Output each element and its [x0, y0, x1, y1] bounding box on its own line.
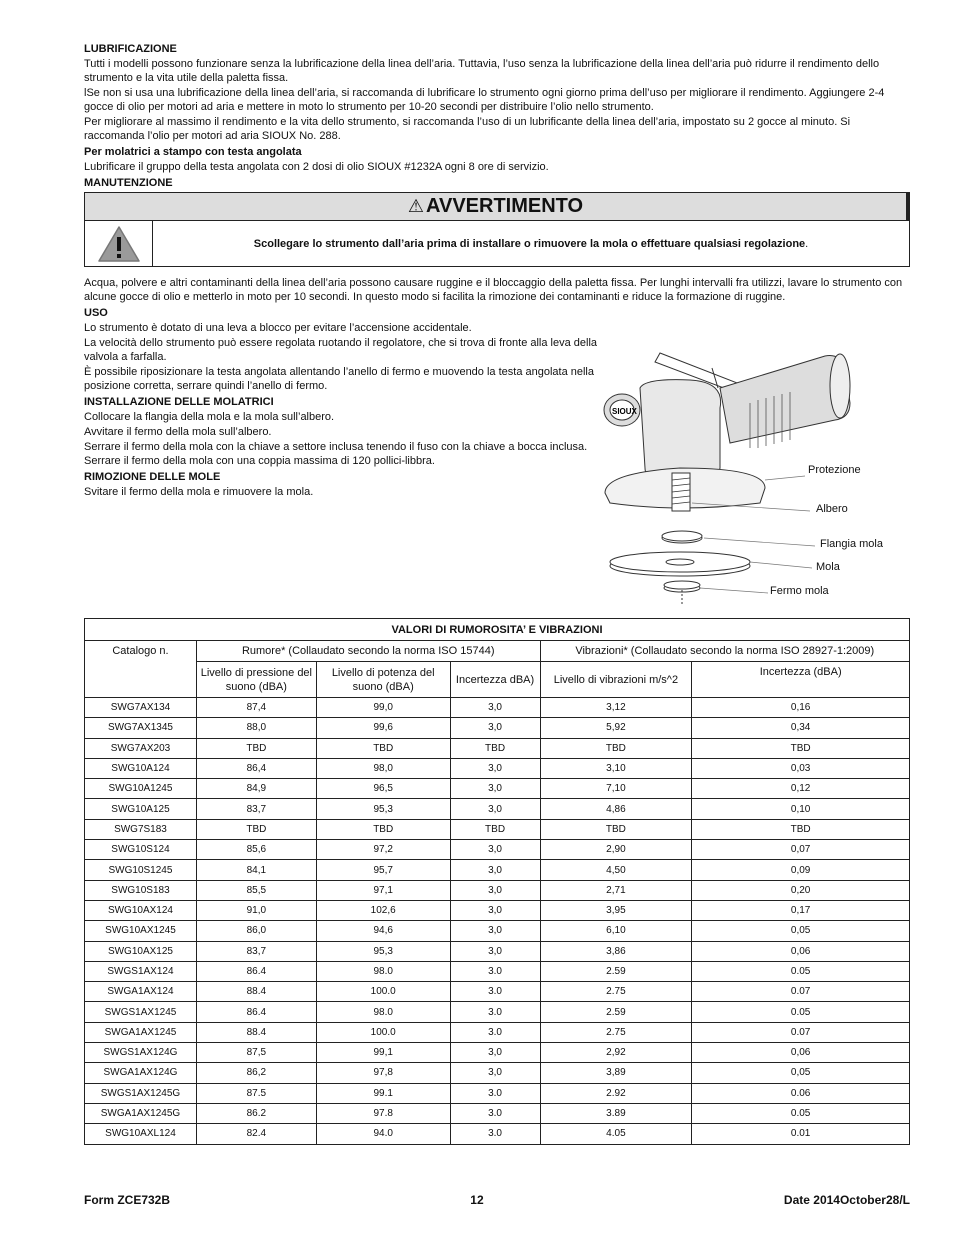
value-cell: 3,0 — [450, 698, 540, 718]
value-cell: 94.0 — [316, 1124, 450, 1144]
value-cell: 95,7 — [316, 860, 450, 880]
value-cell: TBD — [540, 819, 692, 839]
value-cell: TBD — [316, 819, 450, 839]
sub-header: Livello di potenza del suono (dBA) — [316, 662, 450, 698]
section-title-installazione: INSTALLAZIONE DELLE MOLATRICI — [84, 396, 274, 408]
paragraph: Tutti i modelli possono funzionare senza la lubrificazione della linea dell’aria. Tuttavia, l’uso senza la lubrificazione della linea dell’aria può ridurre il rendimento dello strumento e la vita utile della paletta fissa. — [84, 58, 880, 84]
value-cell: 99,1 — [316, 1043, 450, 1063]
form-number: Form ZCE732B — [84, 1193, 171, 1207]
catalog-cell: SWG10A1245 — [85, 779, 197, 799]
value-cell: TBD — [692, 819, 910, 839]
value-cell: 0,06 — [692, 941, 910, 961]
value-cell: 0,20 — [692, 880, 910, 900]
value-cell: TBD — [316, 738, 450, 758]
warning-header — [85, 193, 909, 221]
value-cell: 0,34 — [692, 718, 910, 738]
table-row — [85, 860, 910, 880]
sub-header: Incertezza (dBA) — [692, 662, 910, 698]
value-cell: 82.4 — [196, 1124, 316, 1144]
value-cell: 86,2 — [196, 1063, 316, 1083]
value-cell: 2,71 — [540, 880, 692, 900]
value-cell: TBD — [196, 738, 316, 758]
value-cell: 3.0 — [450, 1103, 540, 1123]
catalog-cell: SWGS1AX124 — [85, 961, 197, 981]
value-cell: 2.59 — [540, 961, 692, 981]
catalog-cell: SWGA1AX1245 — [85, 1022, 197, 1042]
brand-logo-text: SIOUX — [612, 407, 637, 416]
sub-header: Livello di pressione del suono (dBA) — [196, 662, 316, 698]
paragraph: Per migliorare al massimo il rendimento e la vita dello strumento, si raccomanda l’uso di un lubrificante della linea dell’aria, impostato su 2 gocce al minuto. Si raccomanda l’olio per motori ad aria SIOUX No. 288. — [84, 116, 851, 142]
catalog-cell: SWG10AXL124 — [85, 1124, 197, 1144]
table-row — [85, 921, 910, 941]
value-cell: 0.06 — [692, 1083, 910, 1103]
paragraph: È possibile riposizionare la testa angolata allentando l’anello di fermo e muovendo la testa angolata nella posizione corretta, serrare quindi l’anello di fermo. — [84, 366, 594, 392]
table-row — [85, 900, 910, 920]
section-title-manutenzione: MANUTENZIONE — [84, 177, 173, 189]
value-cell: 7,10 — [540, 779, 692, 799]
value-cell: 0,10 — [692, 799, 910, 819]
value-cell: 3,0 — [450, 941, 540, 961]
value-cell: 3,0 — [450, 779, 540, 799]
table-row — [85, 1022, 910, 1042]
value-cell: 99,6 — [316, 718, 450, 738]
table-row — [85, 718, 910, 738]
paragraph: Acqua, polvere e altri contaminanti della linea dell’aria possono causare ruggine e il bloccaggio della paletta fissa. Per lunghi intervalli fra utilizzi, lavare lo strumento con alcune gocce di olio e metterlo in moto per 10 secondi. In questo modo si facilita la rimozione dei contaminanti e riduce la formazione di ruggine. — [84, 277, 903, 303]
warning-triangle-icon — [85, 221, 153, 266]
value-cell: 0,05 — [692, 1063, 910, 1083]
value-cell: 83,7 — [196, 799, 316, 819]
value-cell: TBD — [692, 738, 910, 758]
value-cell: 3,0 — [450, 921, 540, 941]
value-cell: 0.05 — [692, 1002, 910, 1022]
value-cell: 4,86 — [540, 799, 692, 819]
catalog-cell: SWG10S124 — [85, 840, 197, 860]
paragraph: Lo strumento è dotato di una leva a blocco per evitare l’accensione accidentale. — [84, 322, 472, 334]
table-row — [85, 779, 910, 799]
value-cell: TBD — [450, 819, 540, 839]
table-row — [85, 819, 910, 839]
warning-text: Scollegare lo strumento dall’aria prima di installare o rimuovere la mola o effettuare qualsiasi regolazione . — [253, 237, 809, 250]
catalog-cell: SWGA1AX124G — [85, 1063, 197, 1083]
catalog-cell: SWG7AX203 — [85, 738, 197, 758]
value-cell: 3,86 — [540, 941, 692, 961]
footer-date: Date 2014October28/L — [783, 1193, 910, 1207]
value-cell: 3,0 — [450, 880, 540, 900]
value-cell: 0.05 — [692, 1103, 910, 1123]
value-cell: 0.07 — [692, 982, 910, 1002]
value-cell: TBD — [196, 819, 316, 839]
value-cell: 97.8 — [316, 1103, 450, 1123]
value-cell: TBD — [540, 738, 692, 758]
value-cell: 98,0 — [316, 758, 450, 778]
label-protezione: Protezione — [808, 464, 861, 476]
value-cell: 4,50 — [540, 860, 692, 880]
value-cell: 86,4 — [196, 758, 316, 778]
value-cell: 3.0 — [450, 961, 540, 981]
noise-group-header: Rumore* (Collaudato secondo la norma ISO 15744) — [196, 641, 540, 662]
paragraph: lSe non si usa una lubrificazione della linea dell’aria, si raccomanda di lubrificare lo strumento ogni giorno prima dell’uso per migliorare il rendimento. Aggiungere 2-4 gocce di olio per motori ad aria e mettere in moto lo strumento per 10-20 secondi per distribuire l’olio nello strumento. — [84, 87, 885, 113]
section-title-lubrificazione: LUBRIFICAZIONE — [84, 43, 177, 55]
catalog-cell: SWG10AX1245 — [85, 921, 197, 941]
value-cell: 0,16 — [692, 698, 910, 718]
value-cell: 2.75 — [540, 982, 692, 1002]
value-cell: 0,05 — [692, 921, 910, 941]
value-cell: 3,0 — [450, 900, 540, 920]
table-row — [85, 1103, 910, 1123]
catalog-cell: SWG7AX1345 — [85, 718, 197, 738]
catalog-cell: SWG10A124 — [85, 758, 197, 778]
table-row — [85, 1063, 910, 1083]
value-cell: 0,03 — [692, 758, 910, 778]
section-title-rimozione: RIMOZIONE DELLE MOLE — [84, 471, 221, 483]
value-cell: 85,6 — [196, 840, 316, 860]
value-cell: 98.0 — [316, 961, 450, 981]
value-cell: 3,0 — [450, 1063, 540, 1083]
value-cell: 86.2 — [196, 1103, 316, 1123]
value-cell: 0.05 — [692, 961, 910, 981]
label-mola: Mola — [816, 561, 840, 573]
paragraph: Serrare il fermo della mola con la chiave a settore inclusa tenendo il fuso con la chiave a bocca inclusa. Serrare il fermo della mola con una coppia massima di 120 pollici-libbra. — [84, 441, 588, 467]
value-cell: 84,9 — [196, 779, 316, 799]
table-row — [85, 982, 910, 1002]
value-cell: 3,10 — [540, 758, 692, 778]
value-cell: 85,5 — [196, 880, 316, 900]
value-cell: 3,89 — [540, 1063, 692, 1083]
value-cell: 3.89 — [540, 1103, 692, 1123]
catalog-cell: SWG7AX134 — [85, 698, 197, 718]
value-cell: 88.4 — [196, 982, 316, 1002]
value-cell: 100.0 — [316, 1022, 450, 1042]
table-row — [85, 840, 910, 860]
vibration-group-header: Vibrazioni* (Collaudato secondo la norma ISO 28927-1:2009) — [540, 641, 909, 662]
catalog-cell: SWGS1AX1245G — [85, 1083, 197, 1103]
paragraph: Collocare la flangia della mola e la mola sull’albero. — [84, 411, 335, 423]
value-cell: 3,0 — [450, 840, 540, 860]
value-cell: 98.0 — [316, 1002, 450, 1022]
warning-small-icon: ⚠ — [407, 196, 425, 216]
value-cell: TBD — [450, 738, 540, 758]
value-cell: 2.59 — [540, 1002, 692, 1022]
value-cell: 0,07 — [692, 840, 910, 860]
table-row — [85, 1043, 910, 1063]
table-row — [85, 799, 910, 819]
label-fermo-mola: Fermo mola — [770, 585, 829, 597]
catalog-cell: SWGS1AX1245 — [85, 1002, 197, 1022]
value-cell: 84,1 — [196, 860, 316, 880]
value-cell: 95,3 — [316, 941, 450, 961]
catalog-cell: SWG10S183 — [85, 880, 197, 900]
catalog-cell: SWG7S183 — [85, 819, 197, 839]
value-cell: 86.4 — [196, 1002, 316, 1022]
table-row — [85, 1083, 910, 1103]
grinder-illustration — [600, 348, 910, 613]
catalog-cell: SWG10AX125 — [85, 941, 197, 961]
value-cell: 3,0 — [450, 758, 540, 778]
value-cell: 96,5 — [316, 779, 450, 799]
table-title: VALORI DI RUMOROSITA’ E VIBRAZIONI — [85, 619, 910, 641]
value-cell: 0,12 — [692, 779, 910, 799]
table-row — [85, 1124, 910, 1144]
table-row — [85, 961, 910, 981]
value-cell: 3,95 — [540, 900, 692, 920]
value-cell: 3.0 — [450, 1124, 540, 1144]
catalog-cell: SWGS1AX124G — [85, 1043, 197, 1063]
value-cell: 3,0 — [450, 799, 540, 819]
table-row — [85, 698, 910, 718]
value-cell: 100.0 — [316, 982, 450, 1002]
noise-vibration-table — [84, 618, 910, 1145]
value-cell: 3,0 — [450, 718, 540, 738]
label-albero: Albero — [816, 503, 848, 515]
value-cell: 86.4 — [196, 961, 316, 981]
value-cell: 5,92 — [540, 718, 692, 738]
label-flangia-mola: Flangia mola — [820, 538, 883, 550]
value-cell: 4.05 — [540, 1124, 692, 1144]
catalog-cell: SWG10AX124 — [85, 900, 197, 920]
value-cell: 95,3 — [316, 799, 450, 819]
value-cell: 99,0 — [316, 698, 450, 718]
catalog-cell: SWGA1AX1245G — [85, 1103, 197, 1123]
value-cell: 3.0 — [450, 1083, 540, 1103]
value-cell: 2,90 — [540, 840, 692, 860]
catalog-cell: SWGA1AX124 — [85, 982, 197, 1002]
value-cell: 102,6 — [316, 900, 450, 920]
value-cell: 0.07 — [692, 1022, 910, 1042]
value-cell: 2,92 — [540, 1043, 692, 1063]
table-row — [85, 738, 910, 758]
warning-box — [84, 192, 910, 267]
col-catalog-header: Catalogo n. — [85, 641, 197, 698]
paragraph: La velocità dello strumento può essere regolata ruotando il regolatore, che si trova di fronte alla leva della valvola a farfalla. — [84, 337, 598, 363]
value-cell: 88.4 — [196, 1022, 316, 1042]
value-cell: 0,09 — [692, 860, 910, 880]
table-row — [85, 941, 910, 961]
value-cell: 3.0 — [450, 1002, 540, 1022]
page-number: 12 — [470, 1193, 484, 1207]
value-cell: 3.0 — [450, 1022, 540, 1042]
table-body — [85, 698, 910, 1145]
value-cell: 0,17 — [692, 900, 910, 920]
table-row — [85, 880, 910, 900]
catalog-cell: SWG10S1245 — [85, 860, 197, 880]
value-cell: 99.1 — [316, 1083, 450, 1103]
value-cell: 3.0 — [450, 982, 540, 1002]
value-cell: 2.75 — [540, 1022, 692, 1042]
grinder-diagram — [600, 348, 920, 613]
value-cell: 87.5 — [196, 1083, 316, 1103]
value-cell: 86,0 — [196, 921, 316, 941]
table-row — [85, 758, 910, 778]
subsection-title: Per molatrici a stampo con testa angolata — [84, 146, 302, 158]
value-cell: 91,0 — [196, 900, 316, 920]
page-footer — [84, 1193, 910, 1207]
value-cell: 88,0 — [196, 718, 316, 738]
value-cell: 94,6 — [316, 921, 450, 941]
value-cell: 3,12 — [540, 698, 692, 718]
value-cell: 6,10 — [540, 921, 692, 941]
section-title-uso: USO — [84, 307, 108, 319]
value-cell: 2.92 — [540, 1083, 692, 1103]
paragraph: Avvitare il fermo della mola sull’albero. — [84, 426, 272, 438]
table-row — [85, 1002, 910, 1022]
value-cell: 0,06 — [692, 1043, 910, 1063]
sub-header: Incertezza dBA) — [450, 662, 540, 698]
paragraph: Lubrificare il gruppo della testa angolata con 2 dosi di olio SIOUX #1232A ogni 8 ore di servizio. — [84, 161, 549, 173]
sub-header: Livello di vibrazioni m/s^2 — [540, 662, 692, 698]
value-cell: 97,8 — [316, 1063, 450, 1083]
paragraph: Svitare il fermo della mola e rimuovere la mola. — [84, 486, 314, 498]
value-cell: 3,0 — [450, 1043, 540, 1063]
warning-title: AVVERTIMENTO — [426, 195, 584, 217]
value-cell: 0.01 — [692, 1124, 910, 1144]
value-cell: 3,0 — [450, 860, 540, 880]
value-cell: 87,4 — [196, 698, 316, 718]
value-cell: 87,5 — [196, 1043, 316, 1063]
value-cell: 97,2 — [316, 840, 450, 860]
value-cell: 83,7 — [196, 941, 316, 961]
catalog-cell: SWG10A125 — [85, 799, 197, 819]
value-cell: 97,1 — [316, 880, 450, 900]
